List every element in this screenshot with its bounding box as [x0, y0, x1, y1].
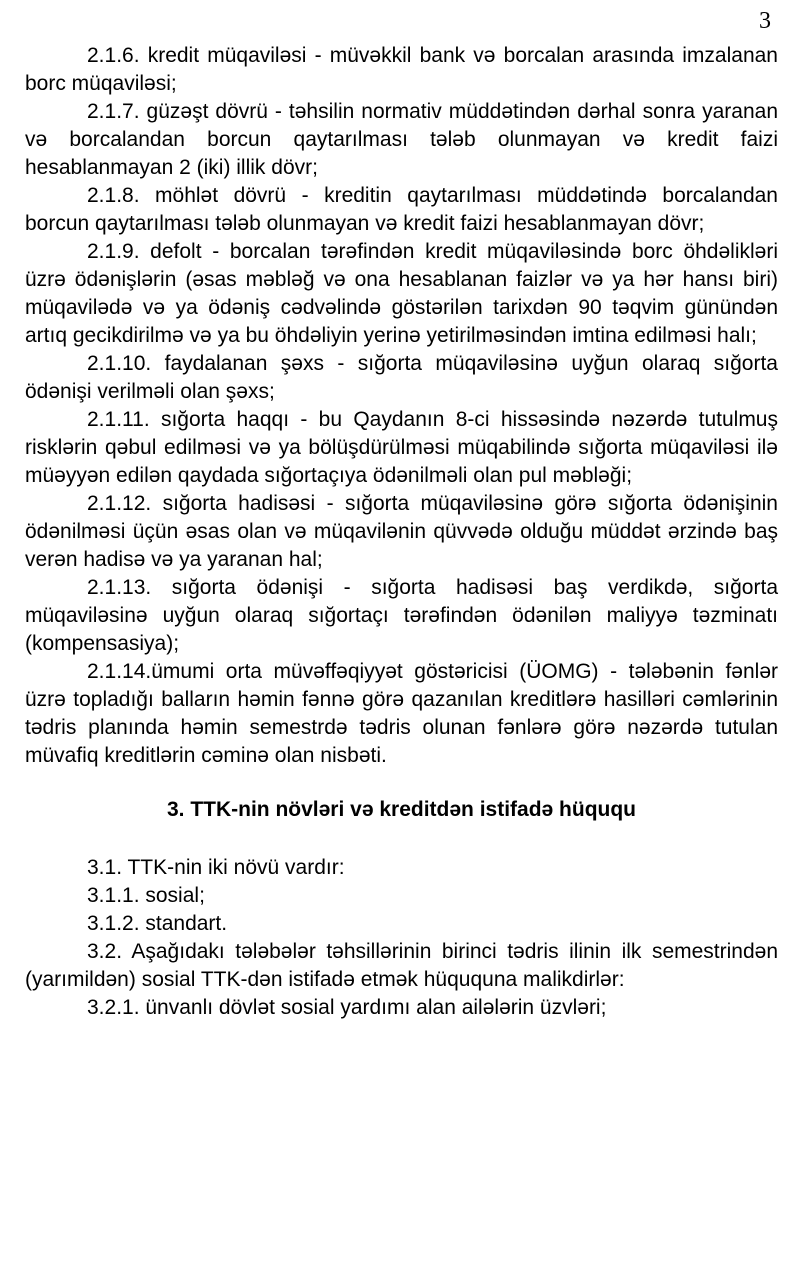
paragraph-2-1-13: 2.1.13. sığorta ödənişi - sığorta hadisəsi baş verdikdə, sığorta müqaviləsinə uyğun olaraq sığortaçı tərəfindən ödənilən maliyyə təzminatı (kompensasiya);	[25, 576, 778, 655]
paragraph-3-1-1: 3.1.1. sosial;	[87, 884, 205, 907]
paragraph-3-2: 3.2. Aşağıdakı tələbələr təhsillərinin birinci tədris ilinin ilk semestrindən (yarımildən) sosial TTK-dən istifadə etmək hüququna malikdirlər:	[25, 940, 778, 991]
paragraph-2-1-14: 2.1.14.ümumi orta müvəffəqiyyət göstəricisi (ÜOMG) - tələbənin fənlər üzrə topladığı balların həmin fənnə görə qazanılan kreditlərə hasilləri cəmlərinin tədris planında həmin semestrdə tədris olunan fənlərə görə nəzərdə tutulan müvafiq kreditlərin cəminə olan nisbəti.	[25, 660, 778, 767]
paragraph-2-1-7: 2.1.7. güzəşt dövrü - təhsilin normativ müddətindən dərhal sonra yaranan və borcalandan borcun qaytarılması tələb olunmayan və kredit faizi hesablanmayan 2 (iki) illik dövr;	[25, 100, 778, 179]
paragraph-3-1-2: 3.1.2. standart.	[87, 912, 228, 935]
paragraph-2-1-6: 2.1.6. kredit müqaviləsi - müvəkkil bank və borcalan arasında imzalanan borc müqaviləsi;	[25, 44, 778, 95]
page-number: 3	[759, 8, 771, 34]
document-body	[25, 42, 778, 1022]
paragraph-3-1: 3.1. TTK-nin iki növü vardır:	[87, 856, 345, 879]
paragraph-2-1-10: 2.1.10. faydalanan şəxs - sığorta müqaviləsinə uyğun olaraq sığorta ödənişi verilməli olan şəxs;	[25, 352, 778, 403]
paragraph-2-1-12: 2.1.12. sığorta hadisəsi - sığorta müqaviləsinə görə sığorta ödənişinin ödənilməsi üçün əsas olan və müqavilənin qüvvədə olduğu müddət ərzində baş verən hadisə və ya yaranan hal;	[25, 492, 778, 571]
paragraph-2-1-11: 2.1.11. sığorta haqqı - bu Qaydanın 8-ci hissəsində nəzərdə tutulmuş risklərin qəbul edilməsi və ya bölüşdürülməsi müqabilində sığorta müqaviləsi ilə müəyyən edilən qaydada sığortaçıya ödənilməli olan pul məbləği;	[25, 408, 778, 487]
paragraph-2-1-9: 2.1.9. defolt - borcalan tərəfindən kredit müqaviləsində borc öhdəlikləri üzrə ödənişlərin (əsas məbləğ və ona hesablanan faizlər və ya hər hansı biri) müqavilədə və ya ödəniş cədvəlində göstərilən tarixdən 90 təqvim günündən artıq gecikdirilmə və ya bu öhdəliyin yerinə yetirilməsindən imtina edilməsi halı;	[25, 240, 778, 347]
paragraph-3-2-1: 3.2.1. ünvanlı dövlət sosial yardımı alan ailələrin üzvləri;	[87, 996, 607, 1019]
section-heading: 3. TTK-nin növləri və kreditdən istifadə hüququ	[166, 798, 637, 821]
paragraph-2-1-8: 2.1.8. möhlət dövrü - kreditin qaytarılması müddətində borcalandan borcun qaytarılması tələb olunmayan və kredit faizi hesablanmayan dövr;	[25, 184, 778, 235]
